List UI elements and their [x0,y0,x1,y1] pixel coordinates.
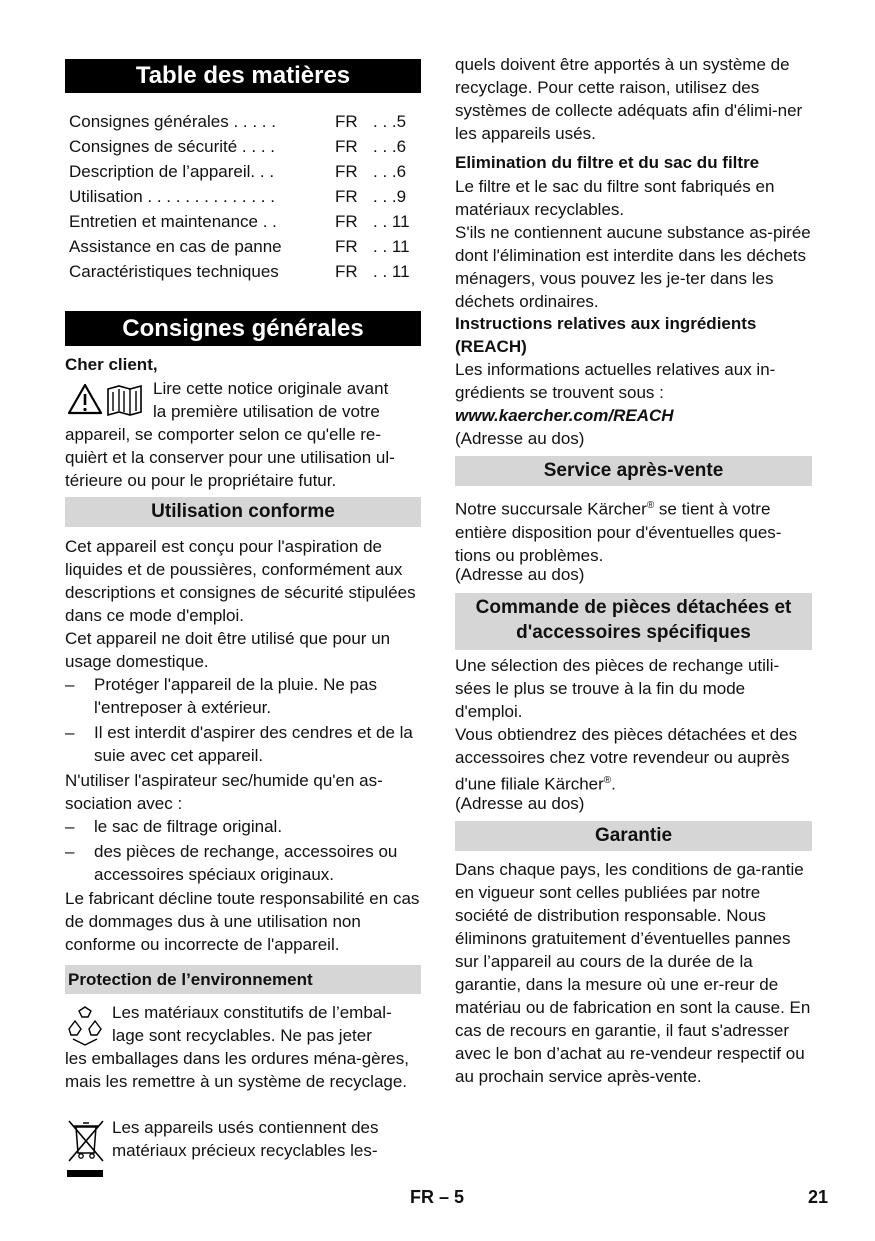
reach-heading: Instructions relatives aux ingrédients (REACH) [455,314,757,356]
usage-paragraph-3: N'utiliser l'aspirateur sec/humide qu'en as-sociation avec : [65,771,383,813]
usage-paragraph-1: Cet appareil est conçu pour l'aspiration de liquides et de poussières, conformément aux descriptions et consignes de sécurité stipulées dans ce mode d'emploi. [65,537,416,625]
reach-address: (Adresse au dos) [455,429,585,448]
salutation: Cher client, [65,355,158,374]
reach-paragraph: Les informations actuelles relatives aux in-grédients se trouvent sous : [455,360,776,402]
footer-section-label: FR – 5 [410,1187,465,1207]
parts-paragraph-1: Une sélection des pièces de rechange utili-sées le plus se trouve à la fin du mode d'emploi. [455,656,780,721]
filter-heading: Elimination du filtre et du sac du filtre [455,153,760,172]
toc-row[interactable]: Consignes générales . . . . . FR . . .5 [69,112,407,131]
toc-row[interactable]: Utilisation . . . . . . . . . . . . . . FR . . .9 [69,187,407,206]
service-address: (Adresse au dos) [455,565,585,584]
environment-line-3: Les appareils usés contiennent des [112,1118,379,1137]
toc-row[interactable]: Caractéristiques techniques FR . . 11 [69,262,410,281]
toc-row[interactable]: Entretien et maintenance . . FR . . 11 [69,212,410,231]
intro-line-1: Lire cette notice originale avant [153,379,389,398]
section-title-parts: Commande de pièces détachées et d'accessoires spécifiques [455,593,812,650]
intro-paragraph: appareil, se comporter selon ce qu'elle re-quièrt et la conserver pour une utilisation ul-térieure ou pour le propriétaire futur. [65,425,395,490]
toc-row[interactable]: Consignes de sécurité . . . . FR . . .6 [69,137,407,156]
section-title-environment: Protection de l’environnement [65,965,421,994]
service-paragraph: Notre succursale Kärcher® se tient à votre entière disposition pour d'éventuelles ques-tions ou problèmes. [455,499,782,565]
page-number: 21 [808,1187,829,1207]
warning-manual-icon [68,381,152,419]
toc-row[interactable]: Assistance en cas de panne FR . . 11 [69,237,410,256]
environment-line-2: lage sont recyclables. Ne pas jeter [112,1026,372,1045]
reach-link[interactable]: www.kaercher.com/REACH [455,406,674,425]
usage-paragraph-2: Cet appareil ne doit être utilisé que pour un usage domestique. [65,629,391,671]
parts-paragraph-2: Vous obtiendrez des pièces détachées et des accessoires chez votre revendeur ou auprès d'une filiale Kärcher®. [455,725,798,794]
parts-address: (Adresse au dos) [455,794,585,813]
bin-bar [67,1170,103,1177]
environment-line-1: Les matériaux constitutifs de l’embal- [112,1003,392,1022]
warranty-paragraph: Dans chaque pays, les conditions de ga-rantie en vigueur sont celles publiées par notre société de distribution responsable. Nous éliminons gratuitement d’éventuelles pannes sur l’appareil au cours de la durée de la garantie, dans la mesure où une er-reur de matériau ou de fabrication en sont la cause. En cas de recours en garantie, il faut s'adresser avec le bon d’achat au re-vendeur respectif ou au prochain service après-vente. [455,860,811,1086]
usage-paragraph-4: Le fabricant décline toute responsabilité en cas de dommages dus à une utilisation non conforme ou incorrecte de l'appareil. [65,889,420,954]
toc-row[interactable]: Description de l’appareil. . . FR . . .6 [69,162,407,181]
filter-paragraph-1: Le filtre et le sac du filtre sont fabriqués en matériaux recyclables. [455,177,775,219]
section-title-general: Consignes générales [65,311,421,346]
crossed-bin-icon [67,1119,105,1163]
section-title-usage: Utilisation conforme [65,497,421,527]
section-title-service: Service après-vente [455,456,812,486]
recycling-icon [65,1005,105,1047]
intro-line-2: la première utilisation de votre [153,402,380,421]
environment-line-4: matériaux précieux recyclables les- [112,1141,378,1160]
toc-title: Table des matières [65,59,421,93]
environment-paragraph-1: les emballages dans les ordures ména-gères, mais les remettre à un système de recyclage. [65,1049,409,1091]
filter-paragraph-2: S'ils ne contiennent aucune substance as-pirée dont l'élimination est interdite dans les déchets ménagers, vous pouvez les je-ter dans les déchets ordinaires. [455,223,811,311]
section-title-warranty: Garantie [455,821,812,851]
environment-paragraph-2-continued: quels doivent être apportés à un système de recyclage. Pour cette raison, utilisez des systèmes de collecte adéquats afin d'élimi-ner les appareils usés. [455,55,803,143]
